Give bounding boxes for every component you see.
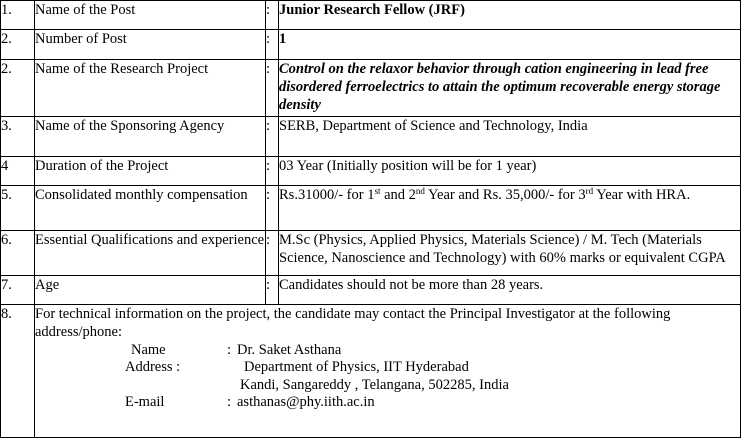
contact-intro: For technical information on the project, the candidate may contact the Principal Investigator at the following address/phone: (35, 306, 671, 340)
email-label: E-mail (125, 394, 165, 410)
table-row-contact (1, 305, 741, 438)
ordinal-suffix: rd (585, 186, 594, 196)
row-label: Duration of the Project (35, 157, 266, 186)
table-row-compensation (1, 186, 741, 231)
row-number: 8. (1, 305, 35, 438)
address-line-1: Department of Physics, IIT Hyderabad (244, 359, 469, 375)
contact-block (35, 341, 740, 437)
row-number: 2. (1, 60, 35, 117)
row-colon: : (266, 117, 279, 157)
name-label: Name (131, 342, 166, 358)
age-value: Candidates should not be more than 28 years. (279, 276, 741, 305)
table-row-sponsoring-agency (1, 117, 741, 157)
duration-value: 03 Year (Initially position will be for 1 year) (279, 157, 741, 186)
ordinal-suffix: st (374, 186, 381, 196)
row-colon: : (266, 30, 279, 60)
compensation-text: Rs.31000/- for 1 (279, 187, 375, 203)
row-colon: : (266, 231, 279, 276)
address-label: Address : (125, 359, 181, 375)
row-label: Age (35, 276, 266, 305)
row-number: 4 (1, 157, 35, 186)
sponsoring-agency-value: SERB, Department of Science and Technology, India (279, 117, 741, 157)
row-label: Number of Post (35, 30, 266, 60)
ordinal-suffix: nd (415, 186, 425, 196)
row-label: Essential Qualifications and experience (35, 231, 266, 276)
email-colon: : (227, 394, 232, 410)
name-colon: : (227, 342, 232, 358)
row-colon: : (266, 276, 279, 305)
row-number: 6. (1, 231, 35, 276)
address-line-2: Kandi, Sangareddy , Telangana, 502285, India (240, 377, 509, 393)
project-name-value: Control on the relaxor behavior through cation engineering in lead free disordered ferroelectrics to attain the optimum recoverable energy storage density (279, 60, 741, 117)
row-colon: : (266, 157, 279, 186)
row-number: 3. (1, 117, 35, 157)
contact-cell (35, 305, 741, 438)
table-row-post-count (1, 30, 741, 60)
table-row-qualifications (1, 231, 741, 276)
name-value: Dr. Saket Asthana (237, 342, 342, 358)
email-value[interactable]: asthanas@phy.iith.ac.in (237, 394, 375, 410)
row-colon: : (266, 186, 279, 231)
qualifications-value: M.Sc (Physics, Applied Physics, Materials Science) / M. Tech (Materials Science, Nanoscience and Technology) with 60% marks or equivalent CGPA (279, 231, 741, 276)
row-colon: : (266, 1, 279, 30)
row-number: 5. (1, 186, 35, 231)
post-count-value: 1 (279, 30, 741, 60)
row-label: Name of the Sponsoring Agency (35, 117, 266, 157)
table-row-duration (1, 157, 741, 186)
row-number: 7. (1, 276, 35, 305)
table-row-post-name (1, 1, 741, 30)
row-label: Name of the Post (35, 1, 266, 30)
compensation-text: Year with HRA. (593, 187, 691, 203)
table-row-age (1, 276, 741, 305)
table-row-project-name (1, 60, 741, 117)
post-name-value: Junior Research Fellow (JRF) (279, 1, 741, 30)
row-label: Name of the Research Project (35, 60, 266, 117)
row-number: 1. (1, 1, 35, 30)
compensation-text: and 2 (380, 187, 416, 203)
compensation-text: Year and Rs. 35,000/- for 3 (424, 187, 586, 203)
row-colon: : (266, 60, 279, 117)
compensation-value (279, 186, 741, 231)
row-number: 2. (1, 30, 35, 60)
row-label: Consolidated monthly compensation (35, 186, 266, 231)
